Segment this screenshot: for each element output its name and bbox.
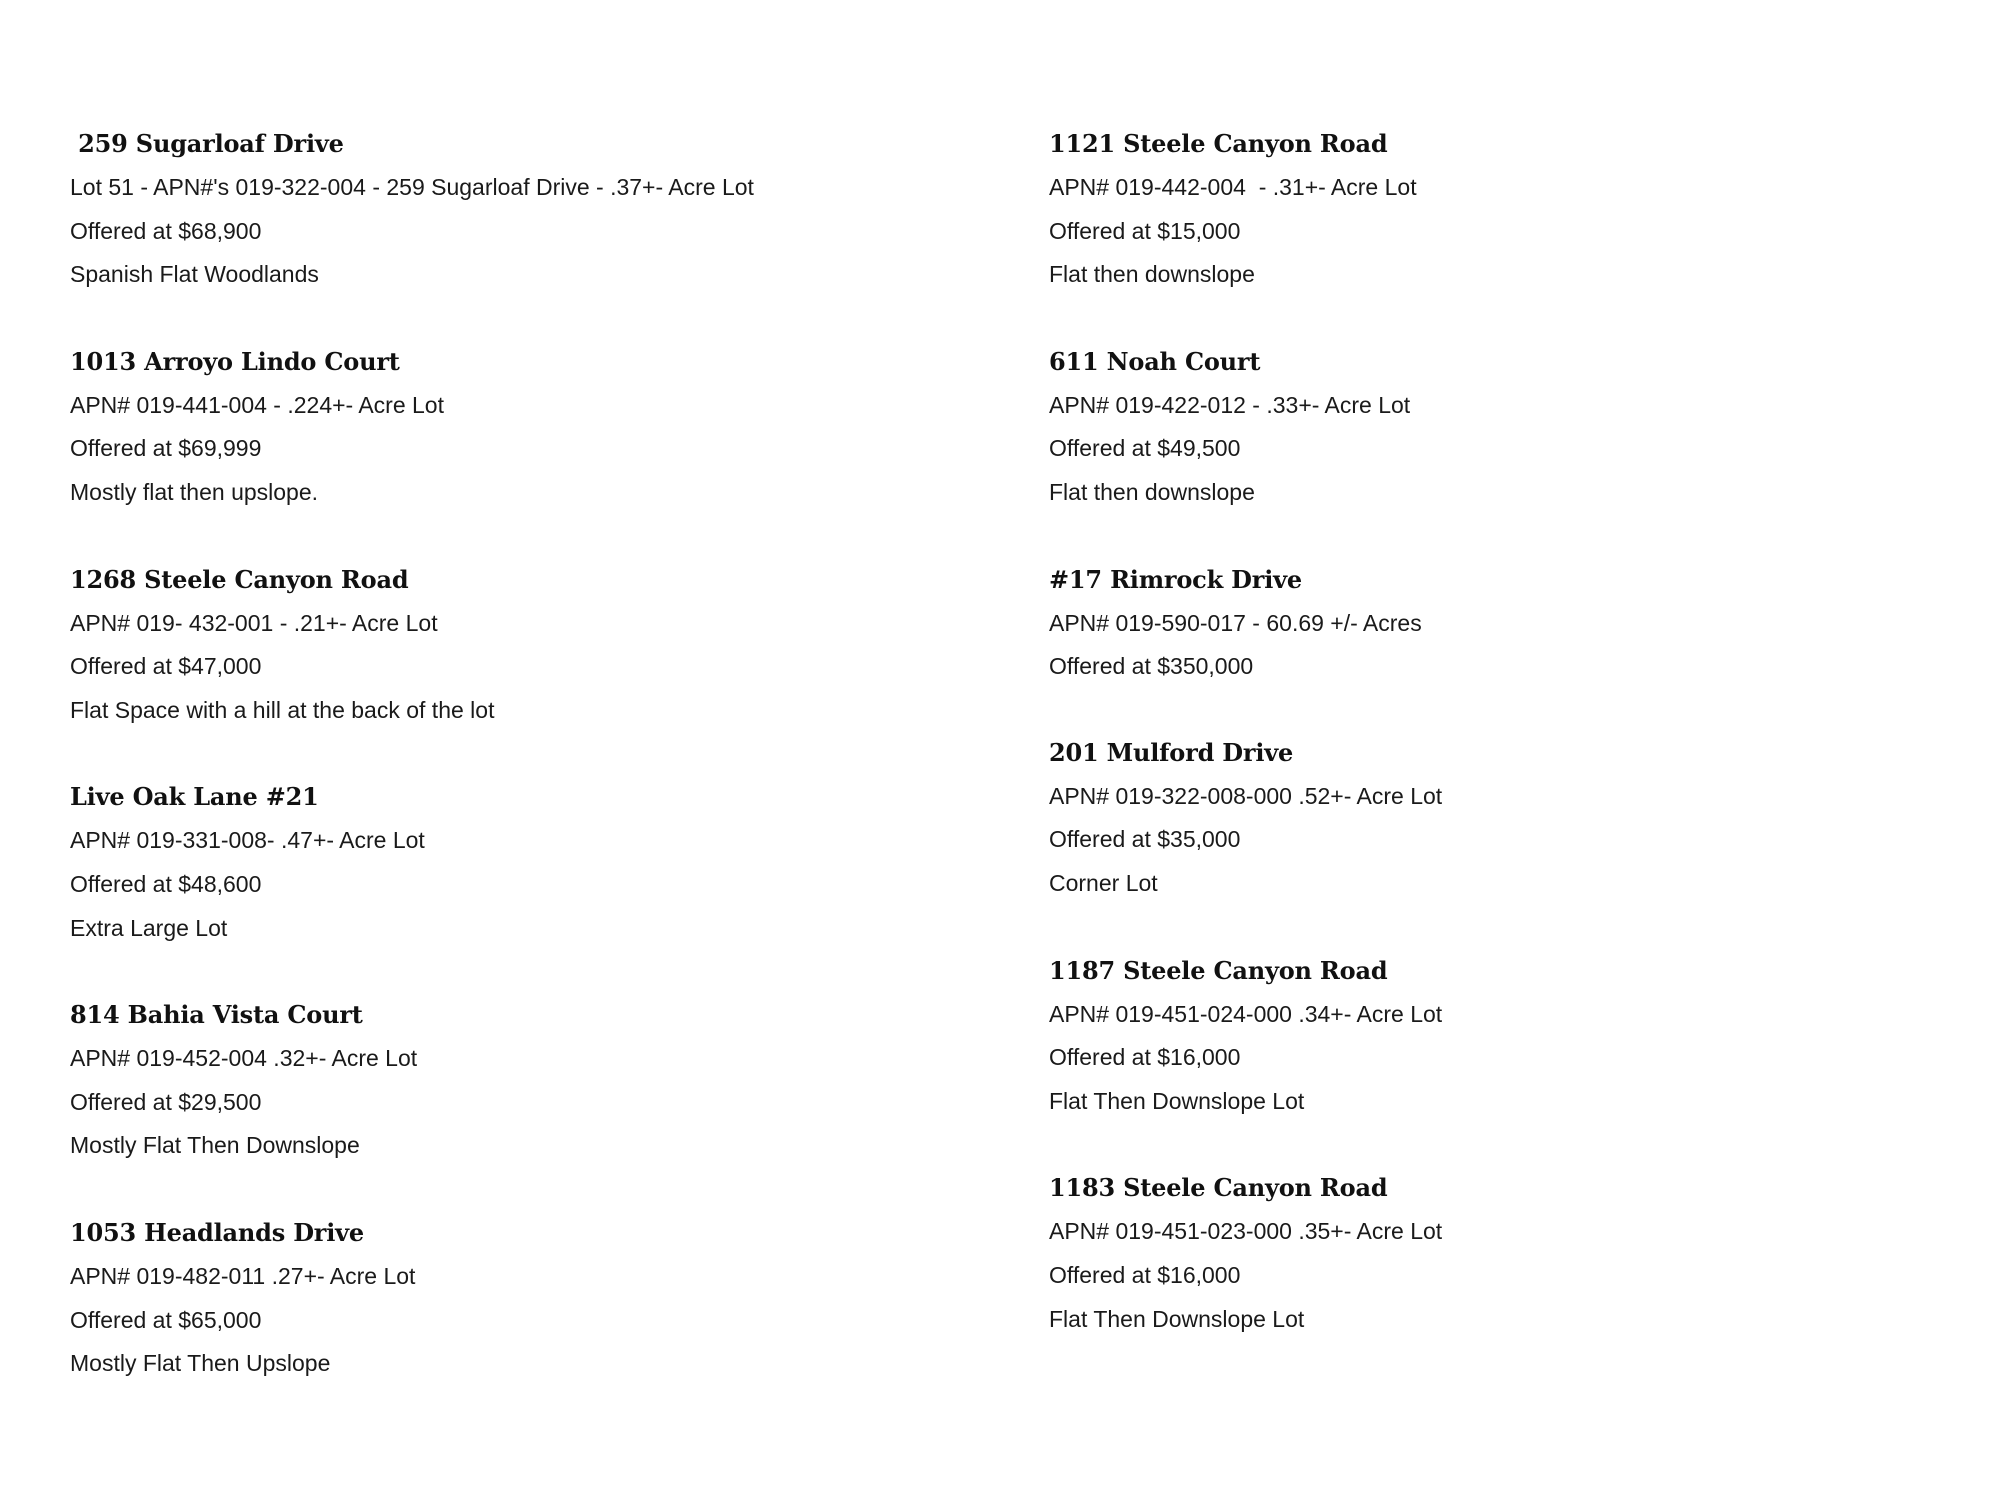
listing-note: Spanish Flat Woodlands bbox=[70, 261, 319, 288]
listing-title: 1268 Steele Canyon Road bbox=[70, 564, 409, 594]
listing-price: Offered at $65,000 bbox=[70, 1306, 262, 1333]
listing-note: Mostly flat then upslope. bbox=[70, 478, 319, 505]
listing bbox=[70, 993, 754, 1168]
listing-title: 259 Sugarloaf Drive bbox=[70, 129, 344, 158]
listing-apn: APN# 019-441-004 - .224+- Acre Lot bbox=[70, 391, 444, 418]
listing-note: Flat then downslope bbox=[1049, 261, 1255, 288]
listing-apn: APN# 019-422-012 - .33+- Acre Lot bbox=[1049, 391, 1411, 418]
listing bbox=[1049, 731, 1442, 906]
listing-apn: APN# 019-322-008-000 .52+- Acre Lot bbox=[1049, 782, 1443, 809]
listing-apn: APN# 019-590-017 - 60.69 +/- Acres bbox=[1049, 609, 1422, 636]
listing-price: Offered at $29,500 bbox=[70, 1088, 262, 1115]
listing-note: Flat Space with a hill at the back of the lot bbox=[70, 696, 495, 723]
listing bbox=[70, 122, 754, 297]
listing-price: Offered at $16,000 bbox=[1049, 1044, 1241, 1071]
listing bbox=[1049, 122, 1442, 297]
listing-apn: APN# 019-442-004 - .31+- Acre Lot bbox=[1049, 174, 1417, 200]
listing-title: 814 Bahia Vista Court bbox=[70, 1000, 363, 1030]
left-column bbox=[70, 122, 754, 1429]
listing-apn: APN# 019-331-008- .47+- Acre Lot bbox=[70, 827, 425, 854]
listing bbox=[1049, 340, 1442, 515]
listing-apn: APN# 019-451-024-000 .34+- Acre Lot bbox=[1049, 1000, 1443, 1027]
listing-note: Mostly Flat Then Upslope bbox=[70, 1350, 331, 1377]
listing-note: Corner Lot bbox=[1049, 869, 1158, 896]
listing-note: Mostly Flat Then Downslope bbox=[70, 1132, 360, 1159]
listing-price: Offered at $47,000 bbox=[70, 653, 262, 680]
listing-price: Offered at $350,000 bbox=[1049, 653, 1254, 680]
listing bbox=[1049, 1166, 1442, 1341]
listing-title: Live Oak Lane #21 bbox=[70, 782, 319, 812]
listing-apn: APN# 019-452-004 .32+- Acre Lot bbox=[70, 1045, 418, 1072]
listing-title: 1187 Steele Canyon Road bbox=[1049, 955, 1388, 985]
listing-title: 1053 Headlands Drive bbox=[70, 1217, 364, 1247]
listing bbox=[1049, 949, 1442, 1124]
listing-title: 611 Noah Court bbox=[1049, 346, 1261, 376]
listing-price: Offered at $68,900 bbox=[70, 217, 262, 244]
listing-note: Flat Then Downslope Lot bbox=[1049, 1305, 1305, 1332]
listing-price: Offered at $48,600 bbox=[70, 870, 262, 897]
listing-apn: APN# 019-482-011 .27+- Acre Lot bbox=[70, 1262, 416, 1289]
listing-price: Offered at $49,500 bbox=[1049, 435, 1241, 462]
listing bbox=[70, 340, 754, 515]
listing-price: Offered at $35,000 bbox=[1049, 826, 1241, 853]
listing-price: Offered at $69,999 bbox=[70, 435, 262, 462]
listing-apn: APN# 019-451-023-000 .35+- Acre Lot bbox=[1049, 1218, 1443, 1245]
listing bbox=[1049, 558, 1442, 689]
right-column bbox=[1049, 122, 1442, 1384]
listing-title: #17 Rimrock Drive bbox=[1049, 564, 1302, 594]
listing-title: 201 Mulford Drive bbox=[1049, 737, 1294, 767]
listing-price: Offered at $16,000 bbox=[1049, 1261, 1241, 1288]
listing-note: Flat Then Downslope Lot bbox=[1049, 1087, 1305, 1114]
listing-note: Extra Large Lot bbox=[70, 914, 228, 941]
listing-title: 1013 Arroyo Lindo Court bbox=[70, 346, 400, 376]
listing bbox=[70, 775, 754, 950]
listing-title: 1121 Steele Canyon Road bbox=[1049, 129, 1388, 158]
listing-note: Flat then downslope bbox=[1049, 478, 1255, 505]
listing-price: Offered at $15,000 bbox=[1049, 217, 1241, 244]
listing-apn: APN# 019- 432-001 - .21+- Acre Lot bbox=[70, 609, 438, 636]
listing-title: 1183 Steele Canyon Road bbox=[1049, 1173, 1388, 1203]
listing bbox=[70, 1211, 754, 1386]
listing bbox=[70, 558, 754, 733]
listing-apn: Lot 51 - APN#'s 019-322-004 - 259 Sugarloaf Drive - .37+- Acre Lot bbox=[70, 174, 754, 200]
